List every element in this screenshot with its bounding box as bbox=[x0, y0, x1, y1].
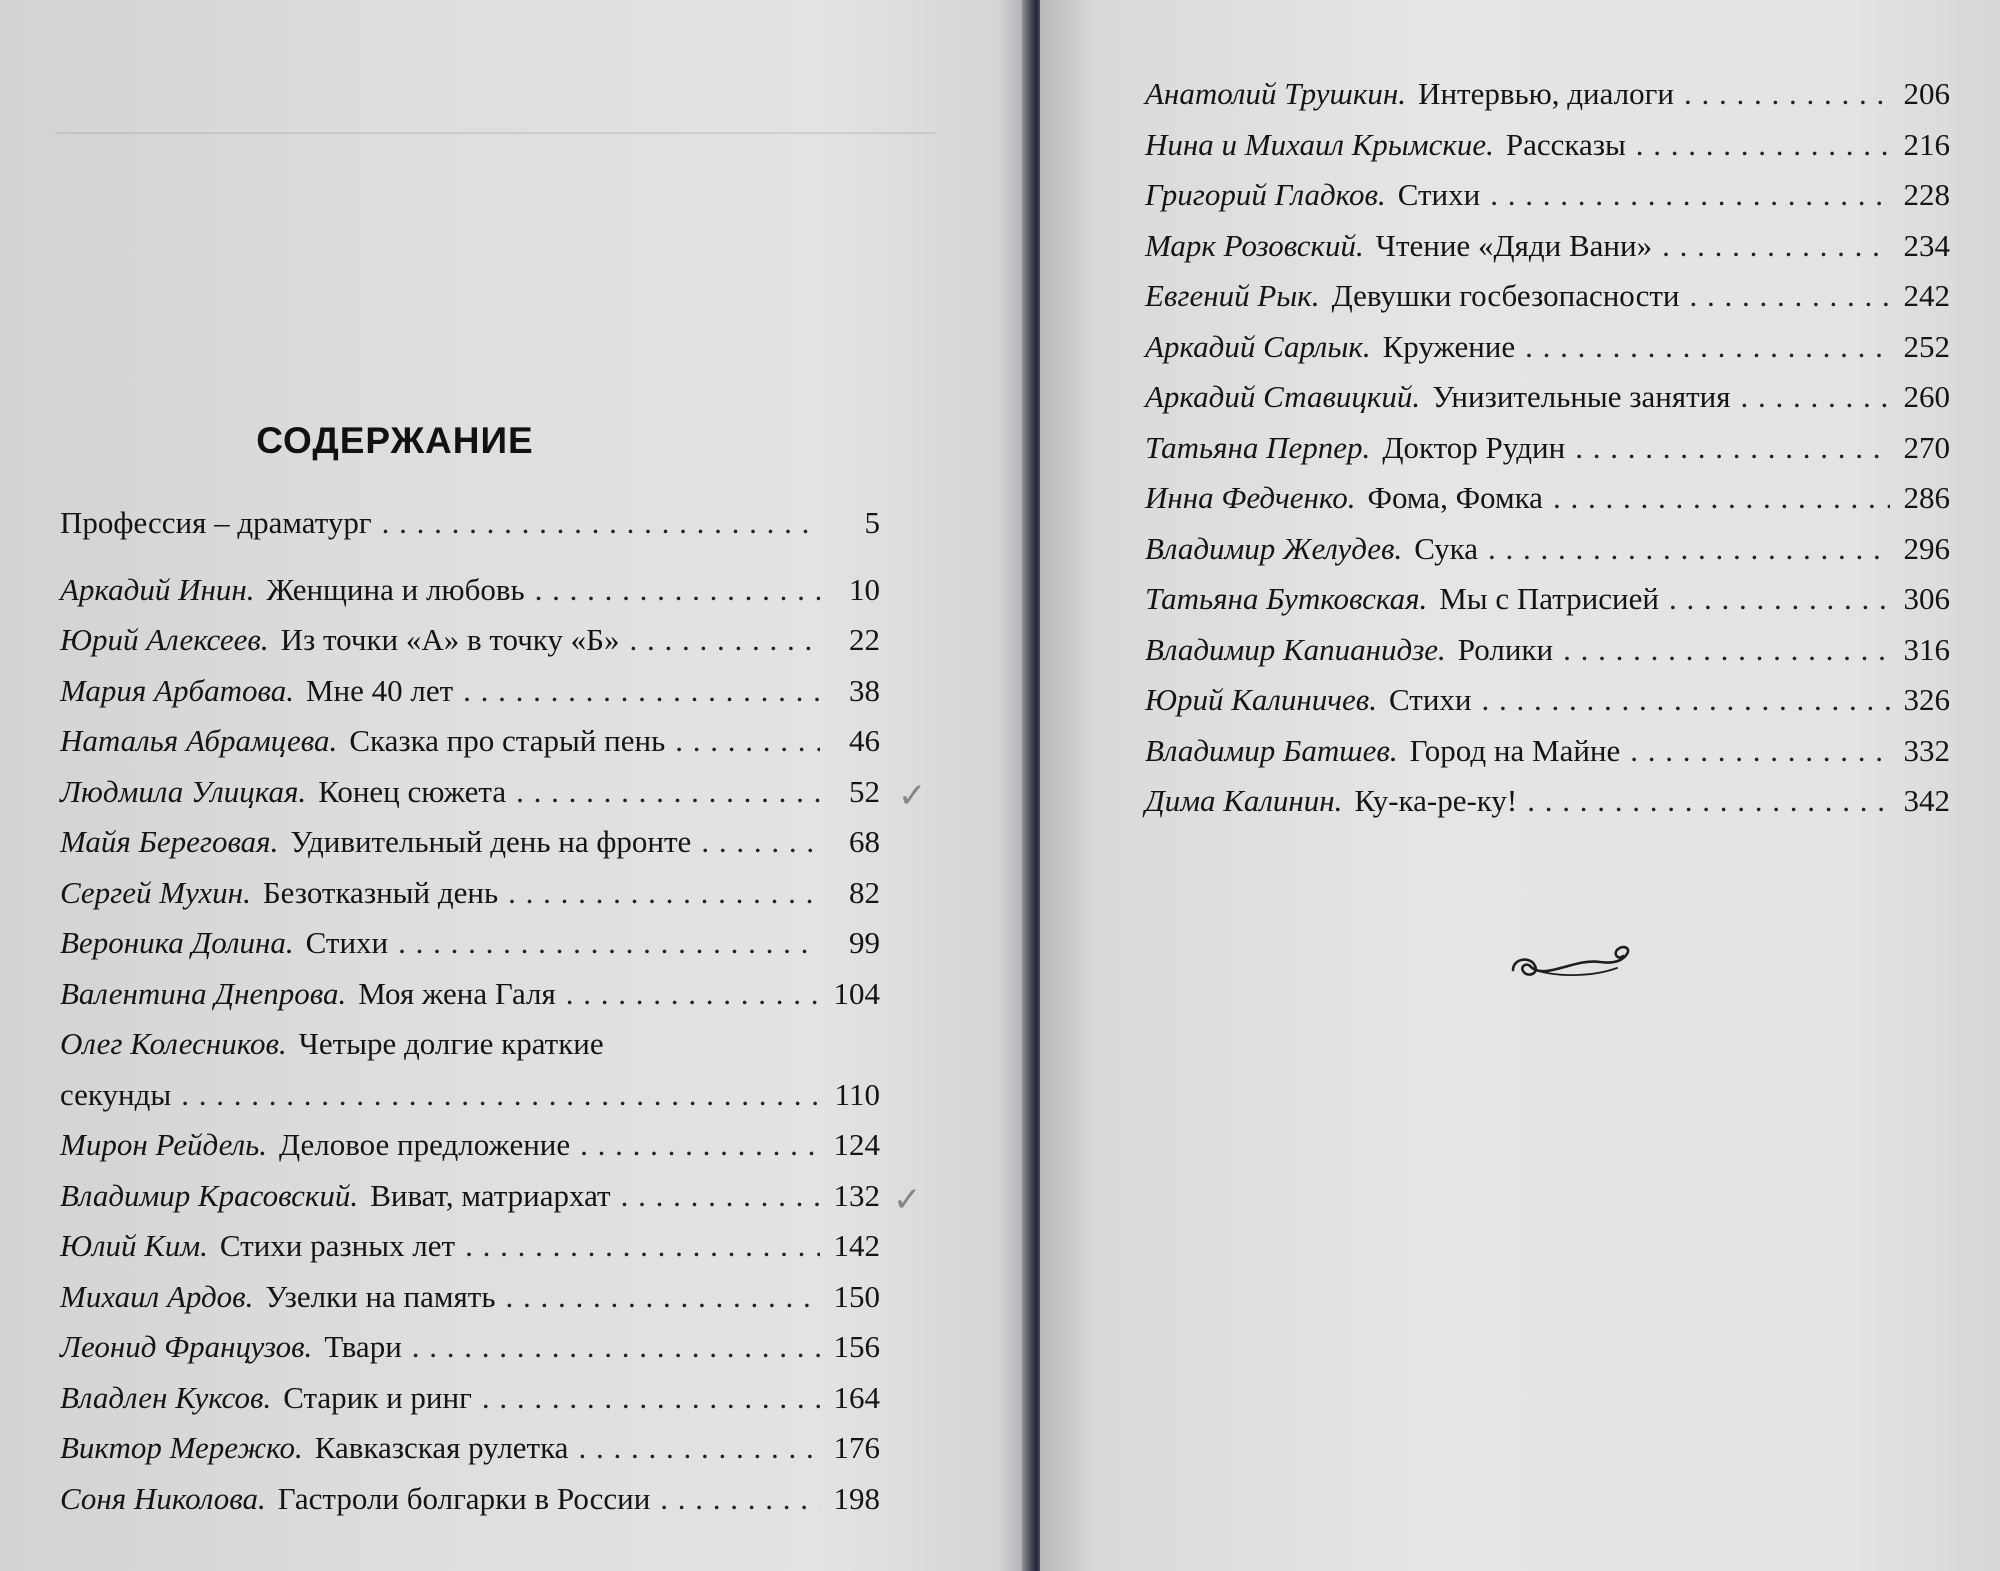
toc-entry bbox=[1145, 278, 1950, 329]
toc-page-number: 68 bbox=[849, 824, 880, 859]
toc-entry bbox=[60, 622, 880, 673]
toc-page-number: 326 bbox=[1903, 682, 1950, 717]
flourish-ornament-icon bbox=[1505, 940, 1635, 990]
toc-author: Валентина Днепрова. bbox=[60, 975, 347, 1011]
toc-page-number: 124 bbox=[833, 1127, 880, 1162]
toc-work: Ролики bbox=[1457, 631, 1554, 667]
dot-leader bbox=[1689, 278, 1890, 314]
toc-work: Кружение bbox=[1382, 328, 1516, 364]
toc-entry bbox=[60, 774, 880, 825]
toc-author: Виктор Мережко. bbox=[60, 1430, 303, 1465]
toc-list-right bbox=[1145, 76, 1950, 834]
toc-entry bbox=[60, 1228, 880, 1279]
toc-author: Вероника Долина. bbox=[60, 925, 294, 960]
toc-work: Стихи разных лет bbox=[219, 1228, 456, 1263]
toc-work: Конец сюжета bbox=[318, 773, 507, 809]
toc-author: Наталья Абрамцева. bbox=[60, 723, 338, 758]
toc-work: Старик и ринг bbox=[283, 1379, 472, 1415]
toc-entry bbox=[1145, 733, 1950, 784]
dot-leader bbox=[181, 1077, 820, 1113]
toc-entry bbox=[60, 925, 880, 976]
toc-author: Людмила Улицкая. bbox=[60, 773, 307, 809]
toc-page-number: 104 bbox=[833, 975, 880, 1011]
toc-work: секунды bbox=[60, 1076, 172, 1112]
checkmark-icon: ✓ bbox=[898, 776, 927, 816]
dot-leader bbox=[1684, 76, 1890, 112]
toc-work: Профессия – драматург bbox=[60, 505, 372, 540]
toc-author: Дима Калинин. bbox=[1145, 783, 1343, 818]
toc-work: Стихи bbox=[1397, 177, 1481, 212]
toc-entry bbox=[1145, 783, 1950, 834]
toc-page-number: 252 bbox=[1903, 328, 1950, 364]
toc-author: Татьяна Перпер. bbox=[1145, 429, 1371, 465]
toc-page-number: 99 bbox=[849, 925, 880, 960]
toc-author: Юрий Калиничев. bbox=[1145, 682, 1377, 717]
toc-author: Юрий Алексеев. bbox=[60, 622, 269, 657]
dot-leader bbox=[516, 774, 820, 810]
toc-entry bbox=[1145, 177, 1950, 228]
toc-work: Виват, матриархат bbox=[370, 1177, 611, 1213]
toc-author: Владимир Батшев. bbox=[1145, 732, 1398, 768]
toc-author: Евгений Рык. bbox=[1145, 278, 1320, 313]
dot-leader bbox=[1741, 379, 1890, 415]
toc-page-number: 110 bbox=[834, 1076, 880, 1112]
toc-work: Гастроли болгарки в России bbox=[277, 1480, 651, 1516]
dot-leader bbox=[1636, 127, 1890, 163]
toc-page-number: 206 bbox=[1903, 76, 1950, 111]
toc-author: Нина и Михаил Крымские. bbox=[1145, 126, 1494, 162]
toc-work: Мне 40 лет bbox=[305, 672, 454, 708]
dot-leader bbox=[1563, 632, 1890, 668]
toc-page-number: 332 bbox=[1903, 732, 1950, 768]
toc-entry bbox=[1145, 430, 1950, 481]
toc-entry bbox=[1145, 480, 1950, 531]
toc-page-number: 316 bbox=[1903, 631, 1950, 667]
dot-leader bbox=[535, 572, 820, 608]
dot-leader bbox=[578, 1430, 820, 1466]
toc-page-number: 228 bbox=[1903, 177, 1950, 212]
toc-work: Сука bbox=[1414, 530, 1478, 566]
toc-entry bbox=[1145, 127, 1950, 178]
toc-entry bbox=[1145, 228, 1950, 279]
toc-page-number: 10 bbox=[849, 571, 880, 607]
toc-work: Сказка про старый пень bbox=[349, 723, 666, 758]
toc-page-number: 38 bbox=[849, 672, 880, 708]
dot-leader bbox=[1553, 480, 1890, 516]
toc-page-number: 296 bbox=[1903, 530, 1950, 566]
toc-entry bbox=[60, 976, 880, 1027]
dot-leader bbox=[398, 925, 820, 961]
toc-work: Мы с Патрисией bbox=[1439, 581, 1659, 616]
toc-page-number: 142 bbox=[833, 1228, 880, 1263]
toc-page-number: 164 bbox=[833, 1379, 880, 1415]
dot-leader bbox=[1662, 228, 1890, 264]
toc-author: Мария Арбатова. bbox=[60, 672, 294, 708]
toc-author: Майя Береговая. bbox=[60, 824, 279, 859]
dot-leader bbox=[412, 1329, 820, 1365]
toc-page-number: 260 bbox=[1903, 379, 1950, 414]
toc-entry bbox=[60, 673, 880, 724]
toc-work: Удивительный день на фронте bbox=[290, 824, 692, 859]
toc-work: Четыре долгие краткие bbox=[298, 1026, 604, 1061]
toc-work: Безотказный день bbox=[262, 874, 499, 910]
toc-page-number: 150 bbox=[833, 1278, 880, 1314]
toc-page-number: 156 bbox=[833, 1329, 880, 1364]
toc-author: Анатолий Трушкин. bbox=[1145, 76, 1407, 111]
toc-author: Владлен Куксов. bbox=[60, 1379, 272, 1415]
dot-leader bbox=[1527, 783, 1890, 819]
toc-page-number: 234 bbox=[1903, 227, 1950, 263]
dot-leader bbox=[1669, 581, 1890, 617]
toc-author: Аркадий Ставицкий. bbox=[1145, 379, 1421, 414]
toc-entry bbox=[1145, 632, 1950, 683]
toc-page-number: 132 bbox=[833, 1177, 880, 1213]
toc-author: Аркадий Сарлык. bbox=[1145, 328, 1371, 364]
toc-author: Олег Колесников. bbox=[60, 1026, 287, 1061]
dot-leader bbox=[1575, 430, 1890, 466]
toc-page-number: 242 bbox=[1903, 278, 1950, 313]
dot-leader bbox=[580, 1127, 820, 1163]
toc-author: Соня Николова. bbox=[60, 1480, 266, 1516]
toc-entry-continuation bbox=[60, 1077, 880, 1128]
toc-work: Фома, Фомка bbox=[1367, 480, 1543, 515]
toc-entry bbox=[60, 723, 880, 774]
dot-leader bbox=[1525, 329, 1890, 365]
toc-entry bbox=[60, 572, 880, 623]
dot-leader bbox=[621, 1178, 820, 1214]
toc-page-number: 306 bbox=[1903, 581, 1950, 616]
dot-leader bbox=[465, 1228, 820, 1264]
toc-entry bbox=[60, 1481, 880, 1532]
bleed-through-rule bbox=[55, 132, 935, 134]
toc-page-number: 176 bbox=[833, 1430, 880, 1465]
toc-author: Инна Федченко. bbox=[1145, 480, 1356, 515]
dot-leader bbox=[660, 1481, 820, 1517]
toc-entry bbox=[1145, 581, 1950, 632]
toc-work: Узелки на память bbox=[265, 1278, 496, 1314]
toc-author: Владимир Желудев. bbox=[1145, 530, 1403, 566]
toc-author: Сергей Мухин. bbox=[60, 874, 251, 910]
toc-page-number: 5 bbox=[864, 505, 880, 540]
toc-entry bbox=[60, 824, 880, 875]
toc-page-number: 286 bbox=[1903, 480, 1950, 515]
toc-work: Доктор Рудин bbox=[1382, 429, 1566, 465]
toc-entry bbox=[1145, 682, 1950, 733]
toc-entry bbox=[60, 1026, 880, 1077]
toc-entry bbox=[1145, 531, 1950, 582]
toc-author: Аркадий Инин. bbox=[60, 571, 255, 607]
toc-page-number: 46 bbox=[849, 723, 880, 758]
toc-page-number: 198 bbox=[833, 1480, 880, 1516]
toc-page-number: 82 bbox=[849, 874, 880, 910]
toc-work: Из точки «А» в точку «Б» bbox=[280, 622, 620, 657]
toc-work: Рассказы bbox=[1505, 126, 1626, 162]
dot-leader bbox=[675, 723, 820, 759]
toc-page-number: 52 bbox=[849, 773, 880, 809]
dot-leader bbox=[1490, 177, 1890, 213]
toc-author: Марк Розовский. bbox=[1145, 227, 1364, 263]
toc-entry bbox=[60, 1380, 880, 1431]
toc-author: Владимир Красовский. bbox=[60, 1177, 359, 1213]
dot-leader bbox=[701, 824, 820, 860]
toc-author: Татьяна Бутковская. bbox=[1145, 581, 1428, 616]
toc-work: Чтение «Дяди Вани» bbox=[1375, 227, 1653, 263]
dot-leader bbox=[1482, 682, 1891, 718]
dot-leader bbox=[463, 673, 820, 709]
toc-entry bbox=[60, 1127, 880, 1178]
dot-leader bbox=[482, 1380, 820, 1416]
toc-work: Стихи bbox=[1389, 682, 1472, 717]
toc-page-number: 216 bbox=[1903, 126, 1950, 162]
dot-leader bbox=[1488, 531, 1890, 567]
toc-work: Стихи bbox=[305, 925, 389, 960]
page-title: СОДЕРЖАНИЕ bbox=[256, 420, 534, 461]
toc-entry bbox=[60, 1178, 880, 1229]
toc-author: Григорий Гладков. bbox=[1145, 177, 1386, 212]
toc-work: Интервью, диалоги bbox=[1418, 76, 1674, 111]
toc-author: Юлий Ким. bbox=[60, 1228, 208, 1263]
dot-leader bbox=[508, 875, 820, 911]
toc-work: Женщина и любовь bbox=[266, 571, 525, 607]
dot-leader bbox=[1630, 733, 1890, 769]
toc-author: Мирон Рейдель. bbox=[60, 1127, 267, 1162]
toc-entry bbox=[60, 1430, 880, 1481]
toc-author: Леонид Французов. bbox=[60, 1329, 313, 1364]
toc-entry bbox=[1145, 76, 1950, 127]
toc-work: Кавказская рулетка bbox=[314, 1430, 569, 1465]
toc-page-number: 22 bbox=[849, 622, 880, 657]
dot-leader bbox=[629, 622, 820, 658]
toc-author: Владимир Капианидзе. bbox=[1145, 631, 1446, 667]
toc-work: Твари bbox=[324, 1329, 402, 1364]
dot-leader bbox=[382, 505, 820, 541]
toc-author: Михаил Ардов. bbox=[60, 1278, 254, 1314]
toc-work: Моя жена Галя bbox=[358, 975, 556, 1011]
toc-list-left bbox=[60, 505, 880, 1531]
toc-work: Деловое предложение bbox=[278, 1127, 571, 1162]
checkmark-icon: ✓ bbox=[893, 1180, 922, 1220]
toc-work: Ку-ка-ре-ку! bbox=[1354, 783, 1518, 818]
toc-work: Город на Майне bbox=[1409, 732, 1621, 768]
toc-page-number: 342 bbox=[1903, 783, 1950, 818]
dot-leader bbox=[505, 1279, 820, 1315]
toc-entry bbox=[60, 505, 880, 556]
toc-entry bbox=[60, 875, 880, 926]
toc-work: Унизительные занятия bbox=[1432, 379, 1731, 414]
toc-entry bbox=[1145, 379, 1950, 430]
dot-leader bbox=[566, 976, 820, 1012]
right-page bbox=[1040, 0, 2000, 1571]
toc-entry bbox=[60, 1329, 880, 1380]
toc-work: Девушки госбезопасности bbox=[1331, 278, 1680, 313]
toc-entry bbox=[1145, 329, 1950, 380]
toc-page-number: 270 bbox=[1903, 429, 1950, 465]
toc-entry bbox=[60, 1279, 880, 1330]
